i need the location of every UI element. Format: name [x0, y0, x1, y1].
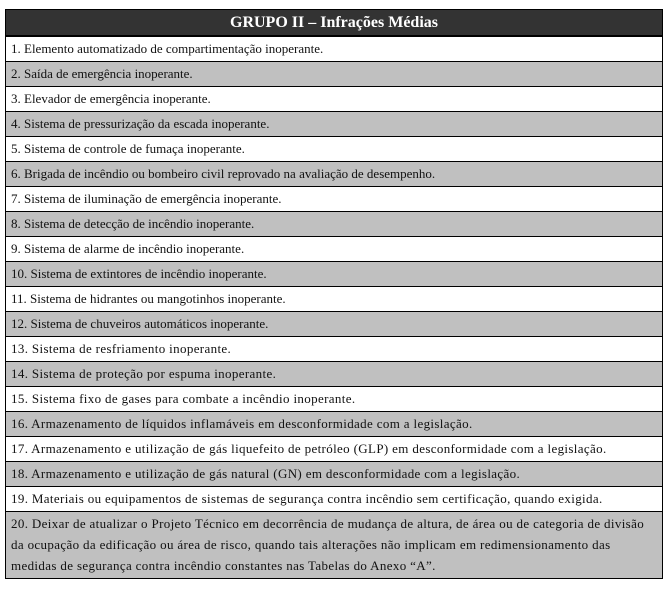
- table-row: 10. Sistema de extintores de incêndio inoperante.: [6, 261, 662, 286]
- table-title: GRUPO II – Infrações Médias: [6, 10, 662, 36]
- table-row: 17. Armazenamento e utilização de gás liquefeito de petróleo (GLP) em desconformidade com a legislação.: [6, 436, 662, 461]
- table-body: [6, 36, 662, 578]
- table-row: 2. Saída de emergência inoperante.: [6, 61, 662, 86]
- table-row: 1. Elemento automatizado de compartimentação inoperante.: [6, 36, 662, 61]
- table-row: 14. Sistema de proteção por espuma inoperante.: [6, 361, 662, 386]
- table-row: 20. Deixar de atualizar o Projeto Técnico em decorrência de mudança de altura, de área ou de categoria de divisão da ocupação da edificação ou área de risco, quando tais alterações não implicam em redimensionamento das medidas de segurança contra incêndio constantes nas Tabelas do Anexo “A”.: [6, 511, 662, 578]
- table-row: 16. Armazenamento de líquidos inflamáveis em desconformidade com a legislação.: [6, 411, 662, 436]
- table-row: 13. Sistema de resfriamento inoperante.: [6, 336, 662, 361]
- table-row: 9. Sistema de alarme de incêndio inoperante.: [6, 236, 662, 261]
- table-row: 6. Brigada de incêndio ou bombeiro civil reprovado na avaliação de desempenho.: [6, 161, 662, 186]
- infractions-table: [5, 9, 663, 579]
- table-row: 18. Armazenamento e utilização de gás natural (GN) em desconformidade com a legislação.: [6, 461, 662, 486]
- table-row: 4. Sistema de pressurização da escada inoperante.: [6, 111, 662, 136]
- table-row: 15. Sistema fixo de gases para combate a incêndio inoperante.: [6, 386, 662, 411]
- table-row: 19. Materiais ou equipamentos de sistemas de segurança contra incêndio sem certificação, quando exigida.: [6, 486, 662, 511]
- table-row: 7. Sistema de iluminação de emergência inoperante.: [6, 186, 662, 211]
- table-row: 5. Sistema de controle de fumaça inoperante.: [6, 136, 662, 161]
- table-row: 3. Elevador de emergência inoperante.: [6, 86, 662, 111]
- table-row: 8. Sistema de detecção de incêndio inoperante.: [6, 211, 662, 236]
- table-row: 11. Sistema de hidrantes ou mangotinhos inoperante.: [6, 286, 662, 311]
- table-row: 12. Sistema de chuveiros automáticos inoperante.: [6, 311, 662, 336]
